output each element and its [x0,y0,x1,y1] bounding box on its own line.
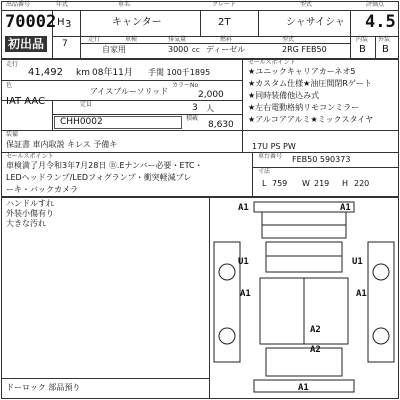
sales-point-3: ★同時装備他込み式 [248,91,320,100]
remark-line-1: 車検満了月令和3年7月28日 Ⓑ.Eナンバー必要・ETC・ [6,161,203,170]
label-exterior: 外装 [378,36,391,43]
divider [1,130,242,131]
divider [80,10,81,58]
remark-line-3: ーキ・バックカメラ [6,185,78,194]
divider [1,80,242,81]
label-remarks: セールスポイント [6,153,54,160]
shift-ac: IAT AAC [6,96,46,107]
label-seats: 定員 [80,101,93,108]
inspection-date: 08年11月 [92,68,133,78]
sales-point-1: ★ユニックキャリアカーネオ5 [248,67,356,76]
divider [258,10,259,36]
label-dims: 寸法 [258,168,271,175]
label-equipment: 装備 [6,131,19,138]
interior-score: B [359,44,366,55]
length-value: 759 [272,179,288,188]
mileage-value: 41,492 [28,67,63,78]
label-model-code: 型式 [282,36,295,43]
mark-body-right: A1 [356,289,367,299]
label-color: 色 [6,82,13,89]
divider [1,58,399,60]
divider [1,378,209,379]
inspector-note-1: ハンドルすれ [6,199,54,208]
label-fuel: 燃料 [220,36,233,43]
inspector-note-2: 外装小傷有り [6,209,54,218]
overall-score: 4.5 [365,12,396,32]
label-mileage: 走行 [88,36,101,43]
cc-unit: cc [192,46,200,54]
remark-line-2: LEDヘッドランプ/LEDフォグランプ・衝突軽減ブレ [6,173,192,182]
mark-floor-2: A2 [310,345,321,355]
month: 7 [62,39,68,49]
features-line-1: 保証書 車内取説 キレス 予備キ [6,140,118,149]
mark-rear: A1 [298,383,309,393]
label-frame: 車台番号 [258,153,283,160]
label-lot-no: 出品番号 [6,1,31,8]
width-label: W [302,179,310,188]
divider [375,36,376,58]
label-score: 評価点 [366,1,385,8]
label-year: 年式 [56,1,69,8]
divider [242,58,243,152]
features-line-2: 17U PS PW [252,142,296,151]
lot-number: 70002 [5,12,57,32]
height-label: H [342,179,349,188]
height-value: 220 [354,179,370,188]
era: H [57,17,65,28]
seats-unit: 人 [206,104,214,113]
usage: 自家用 [102,45,126,54]
divider [252,167,399,168]
divider [52,100,53,130]
width-value: 219 [314,179,330,188]
divider [242,130,399,131]
seats-value: 3 [192,103,198,113]
divider [252,152,253,196]
color-value: 2,000 [198,90,224,100]
length-label: L [262,179,267,188]
label-name: 車名 [118,1,131,8]
sales-point-2: ★カスタム仕様★油圧開閉Rゲート [248,79,372,88]
label-load: 積載 [186,115,199,122]
label-grade: グレード [212,1,237,8]
body-type: シャサイシャ [286,17,345,28]
label-sales-points: セールスポイント [248,59,296,66]
year-number: 3 [65,19,72,30]
mark-body-left: A1 [240,289,251,299]
sales-point-4: ★左右電動格納リモコンミラー [248,103,360,112]
mark-cab-right: U1 [352,257,363,267]
load-value: 8,630 [208,120,234,130]
displacement: 3000 [168,45,189,54]
exterior-score: B [382,44,389,55]
first-time-badge: 初出品 [5,36,47,52]
divider [1,152,399,153]
fuel: ディーゼル [206,45,246,54]
label-mileage-2: 走行 [6,61,19,68]
sales-point-5: ★アルコアアルミ★ミックスタイヤ [248,115,374,124]
divider [200,10,201,36]
manual-note: 手関 100千1895 [148,68,211,77]
label-inspection: 車検 [125,36,138,43]
label-type: 型式 [300,1,313,8]
mark-front-right: A1 [340,203,351,213]
divider [350,10,351,58]
divider [52,114,242,115]
mark-floor-1: A2 [310,325,321,335]
inspector-note-3: 大きな汚れ [6,219,46,228]
mark-cab-left: U1 [238,257,249,267]
label-interior: 内装 [356,36,369,43]
color-name: アイスブルーソリッド [90,87,169,96]
model-code: 2RG FEB50 [282,45,327,54]
label-color-code: カラーNo [172,82,199,89]
bottom-note: ドーロック 部品預り [6,383,81,392]
mark-front-left: A1 [238,203,249,213]
grade: 2T [218,17,231,28]
car-name: キャンター [112,17,162,28]
equipment-code: CHH0002 [60,117,103,127]
divider [80,43,350,44]
frame-number: FEB50 590373 [292,155,351,164]
label-displacement: 排気量 [168,36,187,43]
mileage-unit: km [76,68,90,78]
vehicle-diagram [210,198,398,398]
